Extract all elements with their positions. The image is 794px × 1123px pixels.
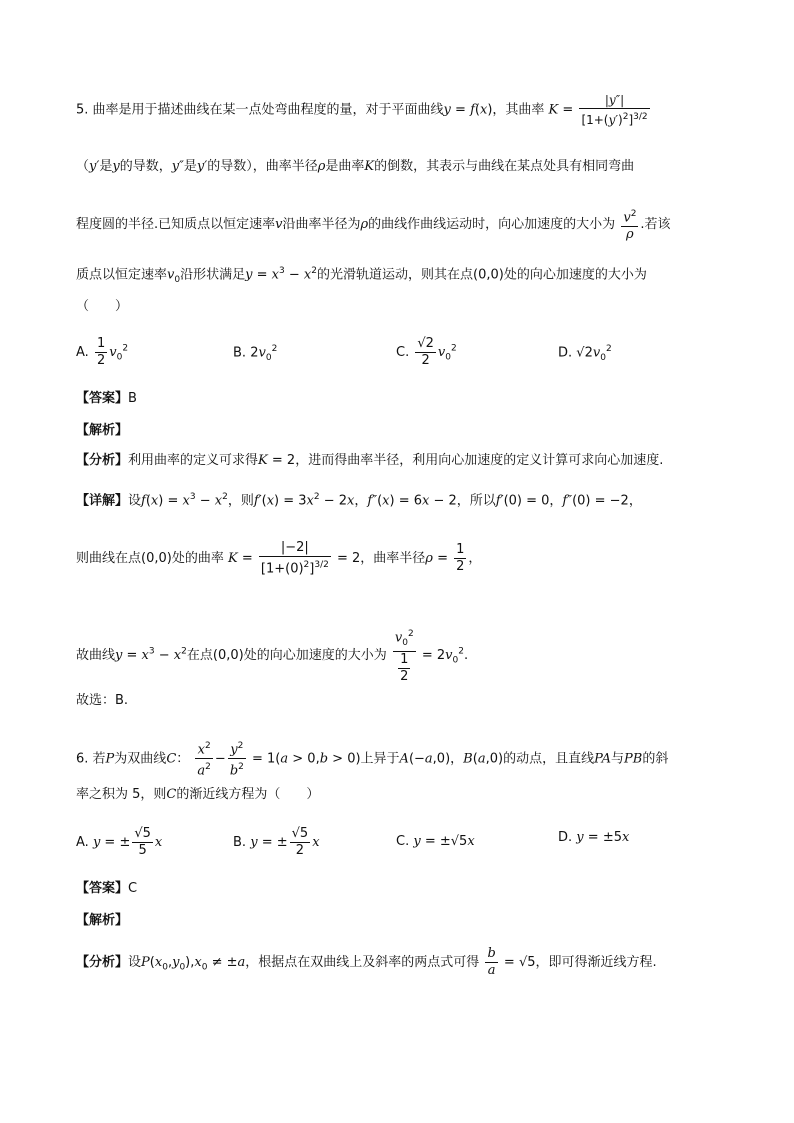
q6-option-d[interactable]: D. y = ±5x	[558, 830, 630, 845]
q5-result-line: 故曲线$y = x^3 - x^2$在点(0,0)处的向心加速度的大小为 $\frac{v_0^2}{\frac{1}{2}}$ = $2v_0^2$.	[76, 626, 468, 685]
q6-option-c[interactable]: C. y = ±√5x	[396, 834, 475, 849]
q6-fenxi: 【分析】设$P(x_0,y_0),x_0 \ne \pm a$，根据点在双曲线上及斜率的两点式可得 $\frac{b}{a}$ = √5，即可得渐近线方程.	[76, 946, 657, 978]
q5-option-b[interactable]: B. $2v_0^2$	[233, 344, 278, 363]
q5-detail: 【详解】设$f(x) = x^3 - x^2$，则$f'(x) = 3x^2 - 2x$，f″(x) = 6x − 2，所以f′(0) = 0，f″(0) = −2，	[76, 492, 642, 509]
q6-option-b[interactable]: B. y = ± $\frac{√5}{2}$ x	[233, 826, 320, 858]
q5-option-a[interactable]: A. $\frac{1}{2}$ $v_0^2$	[76, 336, 129, 368]
q5-stem-line-1: 5. 曲率是用于描述曲线在某一点处弯曲程度的量，对于平面曲线y = f(x)，其曲率 K = $\frac{|y''|}{[1+(y')^2]^{3/2}}$	[76, 93, 648, 127]
q5-option-c[interactable]: C. $\frac{√2}{2}$ $v_0^2$	[396, 336, 457, 368]
q5-paren: （ ）	[76, 299, 129, 314]
q5-analysis-tag: 【解析】	[76, 423, 129, 438]
q6-option-a[interactable]: A. y = ± $\frac{√5}{5}$ x	[76, 826, 163, 858]
q5-curvature-line: 则曲线在点(0,0)处的曲率 K = $\frac{|-2|}{[1+(0)^2]^{3/2}}$ = 2，曲率半径ρ = $\frac{1}{2}$ ，	[76, 540, 482, 577]
q5-answer: 【答案】B	[76, 391, 137, 406]
q5-stem-line-2: （y′是y的导数，y″是y′的导数），曲率半径ρ是曲率K的倒数，其表示与曲线在某点处具有相同弯曲	[76, 159, 635, 174]
q6-answer: 【答案】C	[76, 881, 138, 896]
q6-stem-line-2: 率之积为 5，则C的渐近线方程为（ ）	[76, 787, 320, 802]
q5-stem-line-3: 程度圆的半径.已知质点以恒定速率v沿曲率半径为ρ的曲线作曲线运动时，向心加速度的大小为 $\frac{v^2}{\rho}$ .若该	[76, 206, 671, 243]
q6-stem-line-1: 6. 若P为双曲线C： $\frac{x^2}{a^2}$ − $\frac{y^2}{b^2}$ = 1(a > 0,b > 0)上异于A(−a,0)，B(a,0)的动点，且直线PA与PB的斜	[76, 738, 668, 780]
q5-option-d[interactable]: D. $√2v_0^2$	[558, 344, 612, 363]
q5-choose: 故选：B.	[76, 693, 129, 708]
q6-analysis-tag: 【解析】	[76, 913, 129, 928]
q5-fenxi: 【分析】利用曲率的定义可求得K = 2，进而得曲率半径，利用向心加速度的定义计算可求向心加速度.	[76, 453, 664, 468]
q5-stem-line-4: 质点以恒定速率$v_0$沿形状满足$y = x^3 - x^2$的光滑轨道运动，则其在点(0,0)处的向心加速度的大小为	[76, 266, 647, 285]
